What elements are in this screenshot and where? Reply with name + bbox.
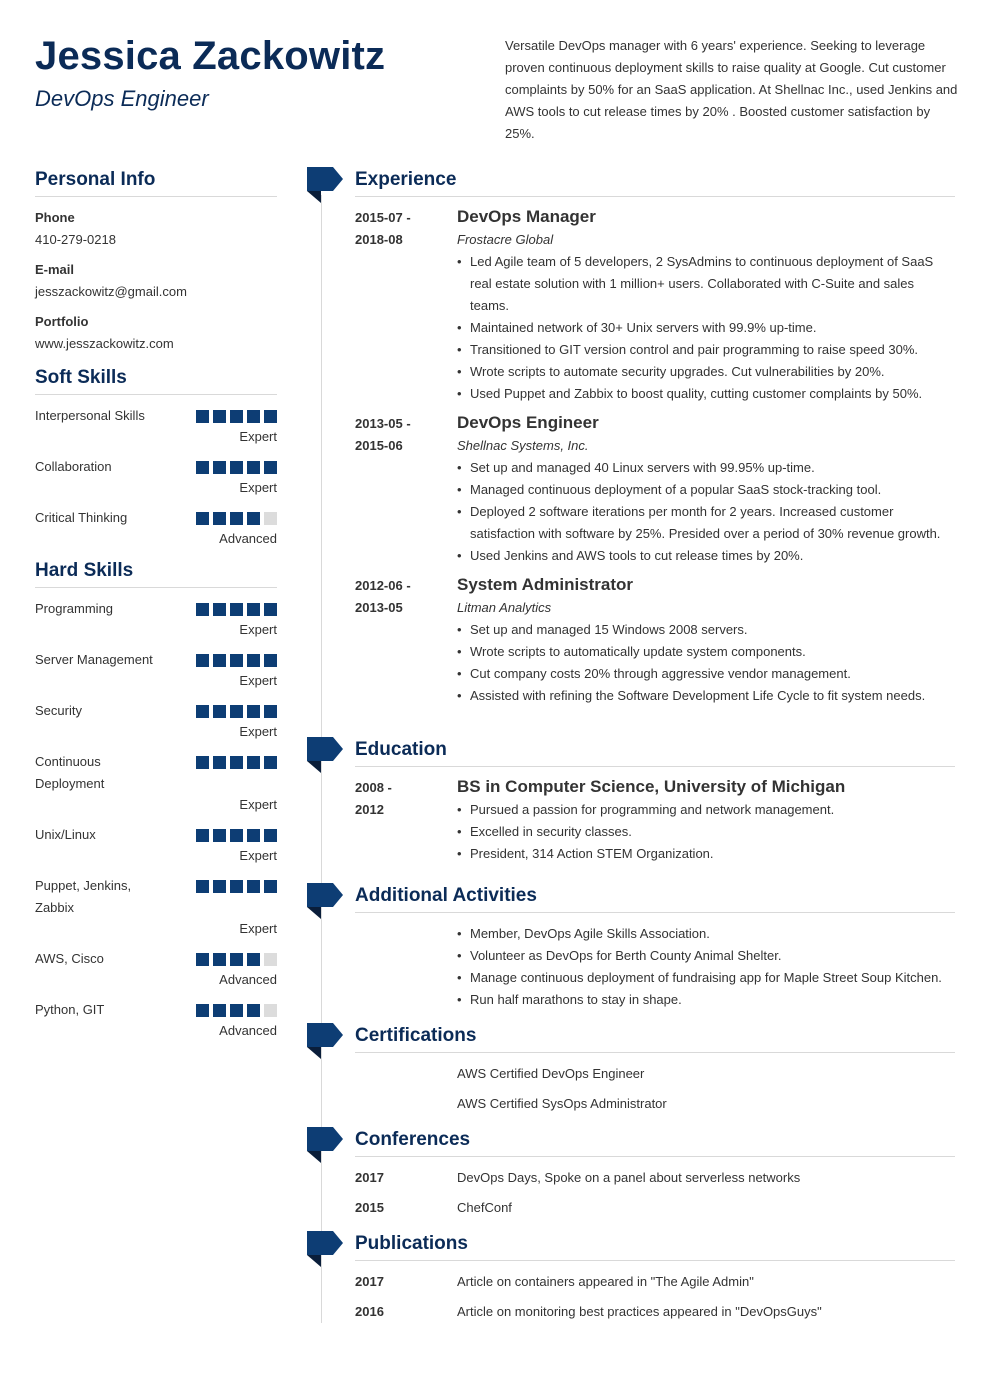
experience-date-start: 2013-05 - [355,416,411,431]
list-item: • Excelled in security classes. [457,821,955,843]
experience-list [355,207,955,715]
conference-year: 2017 [355,1170,384,1185]
certifications-heading: Certifications [355,1023,955,1053]
rating-square-filled-icon [247,512,260,525]
personal-info-section [35,167,277,355]
skill-name: Python, GIT [35,1002,105,1017]
rating-square-filled-icon [196,654,209,667]
skill-item [35,948,277,990]
conference-text: ChefConf [457,1200,512,1215]
skill-item [35,999,277,1041]
education-list [355,777,955,873]
experience-entry [355,413,955,567]
skill-row [35,598,277,620]
list-item: • Managed continuous deployment of a popular SaaS stock-tracking tool. [457,479,955,501]
certification-row [355,1063,955,1085]
rating-square-filled-icon [196,512,209,525]
experience-date-start: 2015-07 - [355,210,411,225]
skill-name: Critical Thinking [35,510,128,525]
rating-square-filled-icon [264,756,277,769]
conference-row [355,1167,955,1189]
list-item: • Set up and managed 40 Linux servers with 99.95% up-time. [457,457,955,479]
activities-list [355,923,955,1011]
rating-square-filled-icon [230,829,243,842]
list-item: • Assisted with refining the Software Development Life Cycle to fit system needs. [457,685,955,707]
certifications-list [355,1063,955,1123]
phone-value: 410-279-0218 [35,232,116,247]
portfolio-value[interactable]: www.jesszackowitz.com [35,336,174,351]
rating-square-filled-icon [247,654,260,667]
left-column [35,167,277,1050]
experience-role: DevOps Engineer [457,413,599,432]
skill-item [35,456,277,498]
activities-bullets [457,923,955,1011]
skill-row [35,824,277,846]
rating-square-filled-icon [230,1004,243,1017]
experience-entry [355,575,955,707]
personal-info-heading: Personal Info [35,167,277,197]
skill-row [35,875,277,919]
list-item: • Maintained network of 30+ Unix servers with 99.9% up-time. [457,317,955,339]
education-bullets [457,799,955,865]
flag-icon [307,883,343,919]
soft-skills-list [35,405,277,549]
experience-role: System Administrator [457,575,634,594]
skill-rating [196,603,277,616]
experience-bullets [457,619,955,707]
skill-row [35,507,277,529]
rating-square-empty-icon [264,953,277,966]
rating-square-filled-icon [196,829,209,842]
publications-heading: Publications [355,1231,955,1261]
education-heading: Education [355,737,955,767]
rating-square-filled-icon [213,756,226,769]
rating-square-filled-icon [196,705,209,718]
experience-date-start: 2012-06 - [355,578,411,593]
skill-level: Expert [239,724,277,739]
rating-square-filled-icon [247,603,260,616]
rating-square-filled-icon [213,1004,226,1017]
list-item: • President, 314 Action STEM Organization. [457,843,955,865]
skill-name: Collaboration [35,459,112,474]
skill-item [35,751,277,815]
publication-text: Article on monitoring best practices appeared in "DevOpsGuys" [457,1304,822,1319]
skill-level: Expert [239,480,277,495]
conference-text: DevOps Days, Spoke on a panel about serverless networks [457,1170,801,1185]
conferences-heading: Conferences [355,1127,955,1157]
rating-square-filled-icon [213,880,226,893]
rating-square-filled-icon [264,410,277,423]
rating-square-filled-icon [230,756,243,769]
experience-company: Shellnac Systems, Inc. [457,438,589,453]
rating-square-filled-icon [213,461,226,474]
experience-company: Frostacre Global [457,232,554,247]
skill-rating [196,410,277,423]
email-value[interactable]: jesszackowitz@gmail.com [35,284,187,299]
portfolio-label: Portfolio [35,314,89,329]
soft-skills-section [35,365,277,549]
list-item: • Run half marathons to stay in shape. [457,989,955,1011]
activities-heading: Additional Activities [355,883,955,913]
experience-date [355,207,457,405]
conference-row [355,1197,955,1219]
skill-rating [196,953,277,966]
flag-icon [307,1023,343,1059]
rating-square-filled-icon [247,880,260,893]
rating-square-filled-icon [247,461,260,474]
flag-icon [307,1127,343,1163]
email-label: E-mail [35,262,75,277]
skill-rating [196,829,277,842]
summary: Versatile DevOps manager with 6 years' experience. Seeking to leverage proven continuous deployment skills to raise quality at Google. Cut customer complaints by 50% for an SaaS application. At Shellnac Inc., used Jenkins and AWS tools to cut release times by 20% . Boosted customer satisfaction by 25%. [505,38,958,141]
rating-square-filled-icon [247,705,260,718]
skill-level: Expert [239,797,277,812]
skill-name: Programming [35,601,114,616]
rating-square-filled-icon [264,705,277,718]
job-title: DevOps Engineer [35,86,209,111]
education-date-end: 2012 [355,802,384,817]
list-item: • Deployed 2 software iterations per month for 2 years. Increased customer satisfaction with software by 25%. Presided over a period of 30% revenue growth. [457,501,955,545]
list-item: • Manage continuous deployment of fundraising app for Maple Street Soup Kitchen. [457,967,955,989]
certification-name: AWS Certified SysOps Administrator [457,1096,667,1111]
conference-year: 2015 [355,1200,384,1215]
rating-square-filled-icon [196,1004,209,1017]
rating-square-filled-icon [230,654,243,667]
skill-level: Expert [239,429,277,444]
skill-item [35,649,277,691]
experience-bullets [457,251,955,405]
rating-square-filled-icon [213,829,226,842]
skill-level: Advanced [219,531,277,546]
rating-square-filled-icon [196,603,209,616]
rating-square-filled-icon [264,461,277,474]
skill-level: Advanced [219,972,277,987]
rating-square-filled-icon [196,880,209,893]
experience-date-end: 2013-05 [355,600,403,615]
rating-square-empty-icon [264,1004,277,1017]
rating-square-filled-icon [213,512,226,525]
skill-row [35,999,277,1021]
rating-square-filled-icon [230,953,243,966]
rating-square-filled-icon [230,880,243,893]
rating-square-filled-icon [230,705,243,718]
list-item: • Wrote scripts to automate security upgrades. Cut vulnerabilities by 20%. [457,361,955,383]
skill-level: Expert [239,848,277,863]
skill-row [35,649,277,671]
skill-item [35,700,277,742]
skill-row [35,405,277,427]
skill-name: Continuous Deployment [35,754,105,791]
skill-row [35,751,277,795]
publication-row [355,1271,955,1293]
skill-level: Expert [239,673,277,688]
skill-item [35,405,277,447]
skill-item [35,598,277,640]
soft-skills-heading: Soft Skills [35,365,277,395]
skill-item [35,875,277,939]
rating-square-empty-icon [264,512,277,525]
list-item: • Used Puppet and Zabbix to boost quality, cutting customer complaints by 50%. [457,383,955,405]
skill-rating [196,880,277,893]
flag-icon [307,737,343,773]
experience-company: Litman Analytics [457,600,552,615]
candidate-name: Jessica Zackowitz [35,34,386,78]
skill-name: Unix/Linux [35,827,96,842]
rating-square-filled-icon [247,953,260,966]
rating-square-filled-icon [230,461,243,474]
hard-skills-heading: Hard Skills [35,558,277,588]
skill-item [35,824,277,866]
skill-name: Server Management [35,652,153,667]
experience-date-end: 2015-06 [355,438,403,453]
list-item: • Wrote scripts to automatically update system components. [457,641,955,663]
rating-square-filled-icon [213,654,226,667]
flag-icon [307,1231,343,1267]
rating-square-filled-icon [264,654,277,667]
education-degree: BS in Computer Science, University of Michigan [457,777,846,796]
list-item: • Pursued a passion for programming and network management. [457,799,955,821]
skill-rating [196,1004,277,1017]
experience-heading: Experience [355,167,955,197]
publication-row [355,1301,955,1323]
experience-bullets [457,457,955,567]
experience-details [457,413,955,567]
education-details [457,777,955,865]
list-item: • Set up and managed 15 Windows 2008 servers. [457,619,955,641]
certification-row [355,1093,955,1115]
certification-name: AWS Certified DevOps Engineer [457,1066,645,1081]
education-date-start: 2008 - [355,780,392,795]
rating-square-filled-icon [213,953,226,966]
list-item: • Transitioned to GIT version control and pair programming to raise speed 30%. [457,339,955,361]
publications-list [355,1271,955,1331]
skill-name: Interpersonal Skills [35,408,145,423]
skill-name: AWS, Cisco [35,951,104,966]
skill-name: Puppet, Jenkins, Zabbix [35,878,132,915]
rating-square-filled-icon [264,880,277,893]
publication-year: 2016 [355,1304,384,1319]
list-item: • Led Agile team of 5 developers, 2 SysAdmins to continuous deployment of SaaS real estate solution with 1 million+ users. Collaborated with C-Suite and sales teams. [457,251,955,317]
skill-rating [196,756,277,769]
rating-square-filled-icon [196,953,209,966]
skill-row [35,948,277,970]
rating-square-filled-icon [213,603,226,616]
experience-details [457,575,955,707]
rating-square-filled-icon [230,603,243,616]
rating-square-filled-icon [196,756,209,769]
skill-rating [196,654,277,667]
experience-details [457,207,955,405]
rating-square-filled-icon [247,756,260,769]
skill-level: Expert [239,921,277,936]
rating-square-filled-icon [230,512,243,525]
rating-square-filled-icon [264,829,277,842]
skill-rating [196,705,277,718]
hard-skills-list [35,598,277,1041]
experience-date [355,413,457,567]
conferences-list [355,1167,955,1227]
list-item: • Used Jenkins and AWS tools to cut release times by 20%. [457,545,955,567]
hard-skills-section [35,558,277,1041]
skill-row [35,700,277,722]
phone-label: Phone [35,210,75,225]
flag-icon [307,167,343,203]
experience-date [355,575,457,707]
skill-item [35,507,277,549]
skill-level: Advanced [219,1023,277,1038]
rating-square-filled-icon [247,829,260,842]
skill-rating [196,512,277,525]
experience-date-end: 2018-08 [355,232,403,247]
skill-row [35,456,277,478]
rating-square-filled-icon [213,410,226,423]
experience-role: DevOps Manager [457,207,596,226]
education-date [355,777,457,865]
rating-square-filled-icon [247,410,260,423]
experience-entry [355,207,955,405]
rating-square-filled-icon [213,705,226,718]
rating-square-filled-icon [196,410,209,423]
skill-rating [196,461,277,474]
skill-level: Expert [239,622,277,637]
publication-year: 2017 [355,1274,384,1289]
skill-name: Security [35,703,82,718]
rating-square-filled-icon [264,603,277,616]
rating-square-filled-icon [230,410,243,423]
rating-square-filled-icon [247,1004,260,1017]
education-entry [355,777,955,865]
list-item: • Member, DevOps Agile Skills Association. [457,923,955,945]
list-item: • Volunteer as DevOps for Berth County Animal Shelter. [457,945,955,967]
publication-text: Article on containers appeared in "The Agile Admin" [457,1274,754,1289]
rating-square-filled-icon [196,461,209,474]
list-item: • Cut company costs 20% through aggressive vendor management. [457,663,955,685]
